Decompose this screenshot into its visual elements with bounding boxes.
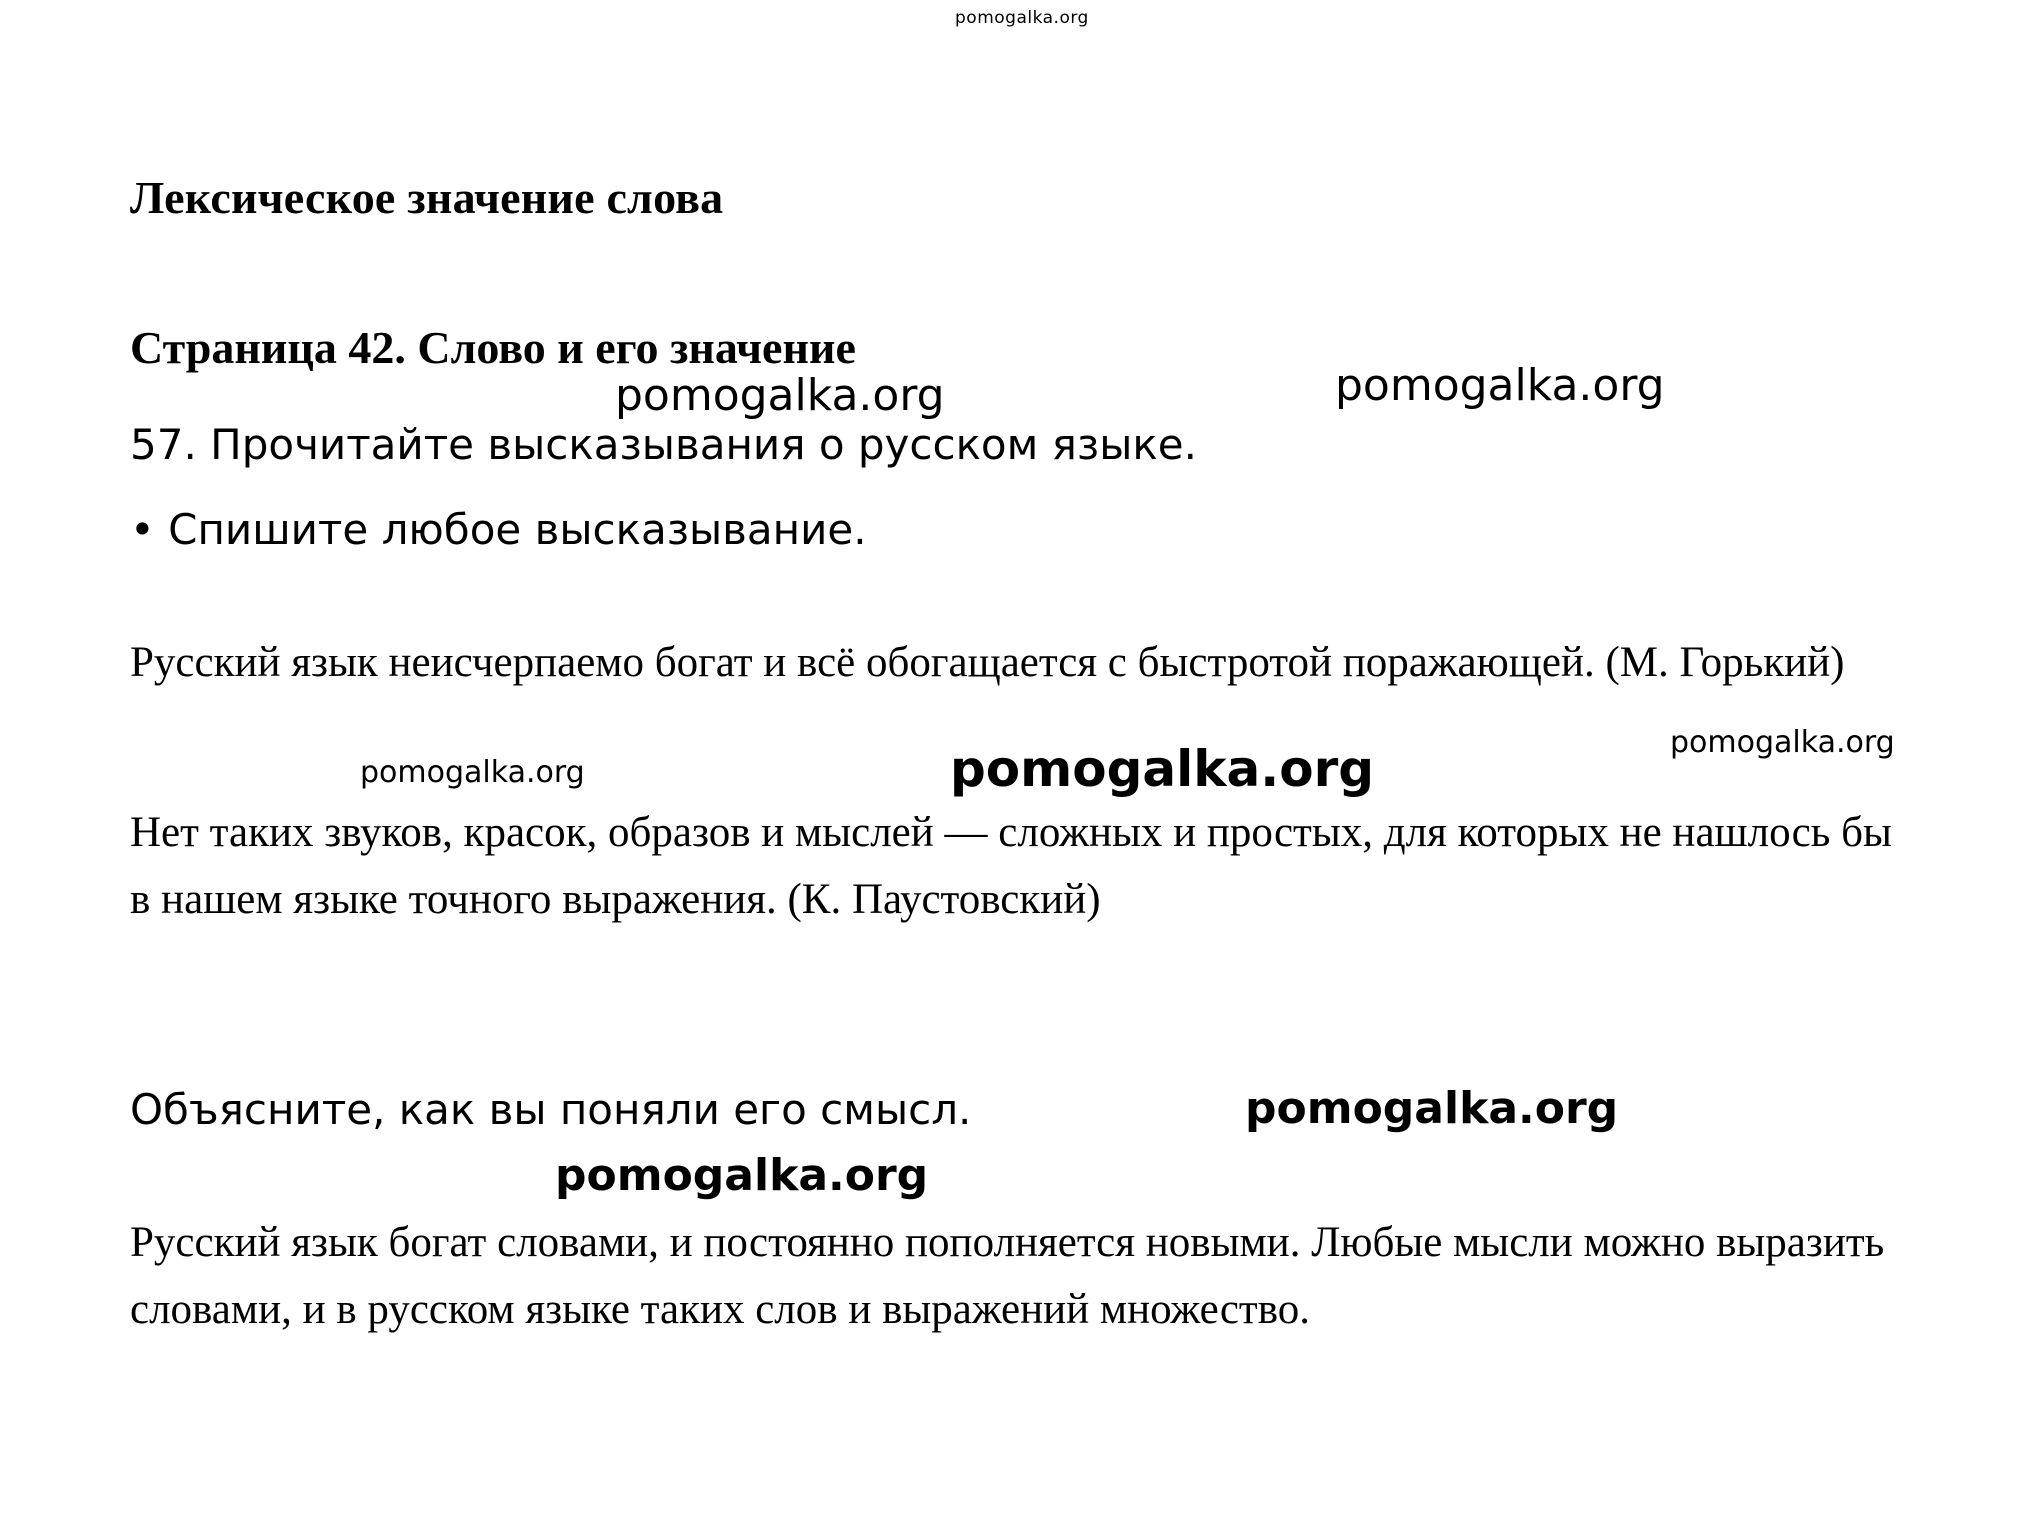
watermark-top: pomogalka.org: [955, 8, 1089, 28]
quote-paustovsky: Нет таких звуков, красок, образов и мыслей — сложных и простых, для которых не нашлось бы в нашем языке точного выражения. (К. Паустовский): [130, 809, 1892, 923]
quote-gorky: Русский язык неисчерпаемо богат и всё обогащается с быстротой поражающей. (М. Горький): [130, 639, 1845, 686]
watermark-b: pomogalka.org: [1335, 360, 1665, 411]
page-subtitle: Страница 42. Слово и его значение: [130, 322, 856, 374]
watermark-e: pomogalka.org: [1670, 725, 1895, 760]
watermark-d: pomogalka.org: [950, 740, 1375, 798]
watermark-g: pomogalka.org: [555, 1150, 929, 1201]
watermark-f: pomogalka.org: [1245, 1083, 1619, 1134]
task-number-line: 57. Прочитайте высказывания о русском языке.: [130, 420, 1197, 469]
watermark-a: pomogalka.org: [615, 370, 945, 421]
answer-paragraph: Русский язык богат словами, и постоянно пополняется новыми. Любые мысли можно выразить словами, и в русском языке таких слов и выражений множество.: [130, 1219, 1885, 1333]
task-bullet-line: • Спишите любое высказывание.: [130, 505, 867, 554]
watermark-c: pomogalka.org: [360, 755, 585, 790]
page-title: Лексическое значение слова: [130, 171, 724, 223]
explain-line: Объясните, как вы поняли его смысл.: [130, 1085, 972, 1134]
